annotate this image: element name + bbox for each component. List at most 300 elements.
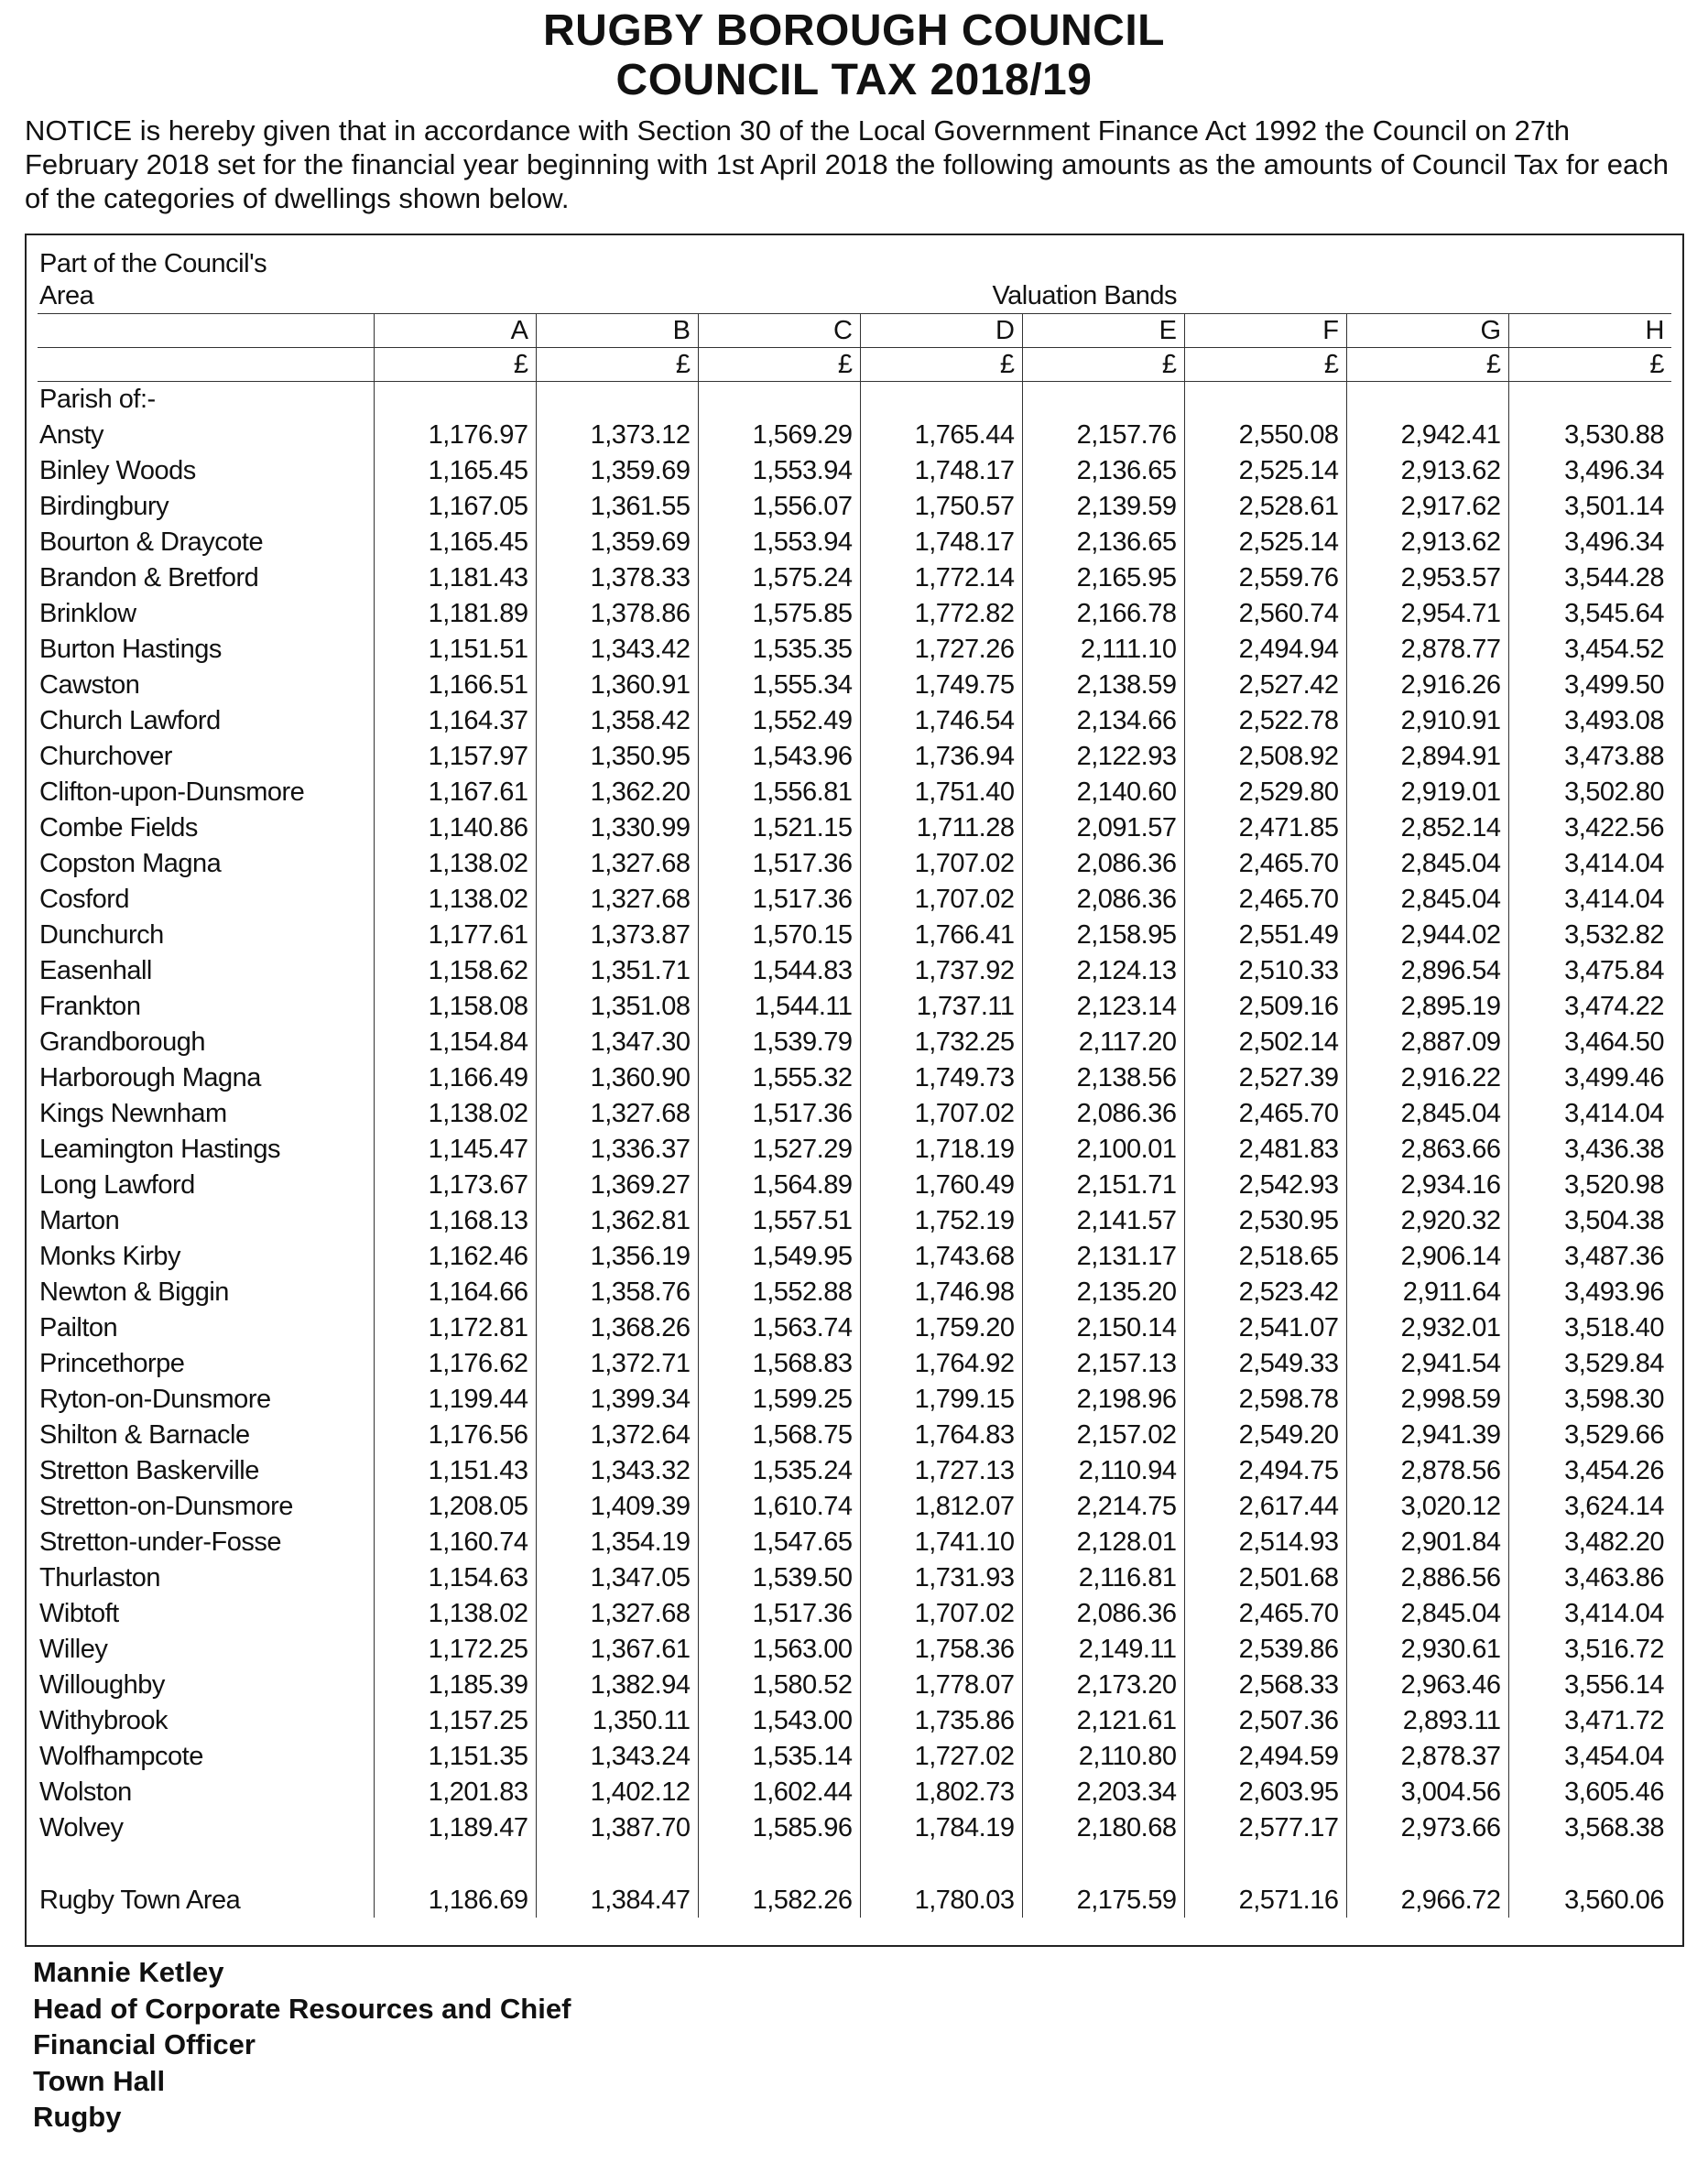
band-value-d: 1,758.36 xyxy=(860,1632,1022,1668)
table-row xyxy=(38,1310,1671,1346)
band-value-d: 1,802.73 xyxy=(860,1775,1022,1810)
band-value-a: 1,165.45 xyxy=(374,453,536,489)
band-value-b: 1,368.26 xyxy=(536,1310,698,1346)
band-value-b: 1,343.42 xyxy=(536,632,698,668)
band-value-b: 1,354.19 xyxy=(536,1525,698,1560)
band-value-h: 3,454.04 xyxy=(1508,1739,1671,1775)
band-value-g: 2,932.01 xyxy=(1346,1310,1508,1346)
band-value-g: 3,020.12 xyxy=(1346,1489,1508,1525)
parish-name: Frankton xyxy=(39,992,141,1021)
band-value-f: 2,508.92 xyxy=(1184,739,1346,775)
currency-symbol: £ xyxy=(374,348,536,382)
parish-name: Willey xyxy=(39,1635,108,1664)
band-value-h: 3,454.52 xyxy=(1508,632,1671,668)
band-header: D xyxy=(860,314,1022,348)
band-value-d: 1,737.92 xyxy=(860,953,1022,989)
parish-name: Clifton-upon-Dunsmore xyxy=(39,777,305,807)
band-value-e: 2,149.11 xyxy=(1022,1632,1184,1668)
band-value-f: 2,522.78 xyxy=(1184,703,1346,739)
parish-heading-row xyxy=(38,382,1671,418)
band-value-b: 1,336.37 xyxy=(536,1132,698,1168)
band-value-b: 1,343.24 xyxy=(536,1739,698,1775)
band-value-g: 2,845.04 xyxy=(1346,1596,1508,1632)
town-area-row xyxy=(38,1883,1671,1918)
parish-name: Willoughby xyxy=(39,1670,165,1700)
band-value-a: 1,186.69 xyxy=(374,1883,536,1918)
band-value-e: 2,086.36 xyxy=(1022,1596,1184,1632)
band-value-a: 1,145.47 xyxy=(374,1132,536,1168)
table-row xyxy=(38,1275,1671,1310)
table-row xyxy=(38,1596,1671,1632)
band-value-b: 1,350.95 xyxy=(536,739,698,775)
band-value-b: 1,343.32 xyxy=(536,1453,698,1489)
band-header: E xyxy=(1022,314,1184,348)
band-value-c: 1,517.36 xyxy=(698,1596,860,1632)
band-value-d: 1,748.17 xyxy=(860,453,1022,489)
band-value-d: 1,741.10 xyxy=(860,1525,1022,1560)
band-value-g: 2,845.04 xyxy=(1346,846,1508,882)
band-value-c: 1,555.34 xyxy=(698,668,860,703)
band-value-a: 1,185.39 xyxy=(374,1668,536,1703)
band-value-b: 1,373.12 xyxy=(536,418,698,453)
band-value-g: 2,894.91 xyxy=(1346,739,1508,775)
band-value-b: 1,409.39 xyxy=(536,1489,698,1525)
band-value-h: 3,473.88 xyxy=(1508,739,1671,775)
band-value-f: 2,530.95 xyxy=(1184,1203,1346,1239)
band-value-d: 1,799.15 xyxy=(860,1382,1022,1418)
band-value-d: 1,764.92 xyxy=(860,1346,1022,1382)
band-value-f: 2,550.08 xyxy=(1184,418,1346,453)
band-value-a: 1,208.05 xyxy=(374,1489,536,1525)
parish-name: Long Lawford xyxy=(39,1170,195,1200)
band-value-d: 1,746.54 xyxy=(860,703,1022,739)
band-value-c: 1,535.14 xyxy=(698,1739,860,1775)
parish-name: Burton Hastings xyxy=(39,635,222,664)
notice-title: COUNCIL TAX 2018/19 xyxy=(615,56,1093,104)
band-value-e: 2,157.02 xyxy=(1022,1418,1184,1453)
band-value-a: 1,165.45 xyxy=(374,525,536,560)
band-value-e: 2,122.93 xyxy=(1022,739,1184,775)
band-value-f: 2,525.14 xyxy=(1184,525,1346,560)
band-value-f: 2,501.68 xyxy=(1184,1560,1346,1596)
band-value-e: 2,117.20 xyxy=(1022,1025,1184,1060)
table-row xyxy=(38,810,1671,846)
band-value-b: 1,347.30 xyxy=(536,1025,698,1060)
band-value-f: 2,527.39 xyxy=(1184,1060,1346,1096)
band-value-h: 3,422.56 xyxy=(1508,810,1671,846)
band-value-h: 3,493.08 xyxy=(1508,703,1671,739)
band-value-d: 1,727.13 xyxy=(860,1453,1022,1489)
band-value-h: 3,499.46 xyxy=(1508,1060,1671,1096)
band-value-f: 2,617.44 xyxy=(1184,1489,1346,1525)
band-value-a: 1,177.61 xyxy=(374,918,536,953)
band-value-b: 1,361.55 xyxy=(536,489,698,525)
band-value-a: 1,157.25 xyxy=(374,1703,536,1739)
band-value-h: 3,414.04 xyxy=(1508,1596,1671,1632)
band-value-b: 1,360.90 xyxy=(536,1060,698,1096)
band-value-h: 3,560.06 xyxy=(1508,1883,1671,1918)
band-value-a: 1,158.62 xyxy=(374,953,536,989)
band-value-c: 1,569.29 xyxy=(698,418,860,453)
parish-name: Stretton-under-Fosse xyxy=(39,1527,282,1557)
band-value-a: 1,158.08 xyxy=(374,989,536,1025)
band-value-c: 1,610.74 xyxy=(698,1489,860,1525)
band-value-b: 1,358.76 xyxy=(536,1275,698,1310)
band-value-c: 1,555.32 xyxy=(698,1060,860,1096)
table-row xyxy=(38,918,1671,953)
band-value-a: 1,176.62 xyxy=(374,1346,536,1382)
band-value-e: 2,134.66 xyxy=(1022,703,1184,739)
notice-text: NOTICE is hereby given that in accordance with Section 30 of the Local Government Finance Act 1992 the Council on 27th February 2018 set for the financial year beginning with 1st April 2018 the following amounts as the amounts of Council Tax for each of the categories of dwellings shown below. xyxy=(25,114,1670,214)
band-value-c: 1,552.88 xyxy=(698,1275,860,1310)
table-row xyxy=(38,668,1671,703)
currency-symbol: £ xyxy=(536,348,698,382)
band-value-f: 2,598.78 xyxy=(1184,1382,1346,1418)
band-value-c: 1,549.95 xyxy=(698,1239,860,1275)
band-value-f: 2,510.33 xyxy=(1184,953,1346,989)
parish-name: Church Lawford xyxy=(39,706,221,735)
band-value-d: 1,746.98 xyxy=(860,1275,1022,1310)
currency-symbol: £ xyxy=(698,348,860,382)
band-value-h: 3,605.46 xyxy=(1508,1775,1671,1810)
band-value-d: 1,718.19 xyxy=(860,1132,1022,1168)
band-value-a: 1,166.49 xyxy=(374,1060,536,1096)
band-value-d: 1,765.44 xyxy=(860,418,1022,453)
band-value-c: 1,544.11 xyxy=(698,989,860,1025)
band-value-a: 1,154.63 xyxy=(374,1560,536,1596)
band-value-f: 2,551.49 xyxy=(1184,918,1346,953)
band-value-d: 1,764.83 xyxy=(860,1418,1022,1453)
table-row xyxy=(38,489,1671,525)
band-value-e: 2,214.75 xyxy=(1022,1489,1184,1525)
parish-name: Churchover xyxy=(39,742,172,771)
band-value-f: 2,502.14 xyxy=(1184,1025,1346,1060)
band-value-f: 2,509.16 xyxy=(1184,989,1346,1025)
band-value-g: 2,878.56 xyxy=(1346,1453,1508,1489)
band-value-e: 2,175.59 xyxy=(1022,1883,1184,1918)
band-value-a: 1,176.56 xyxy=(374,1418,536,1453)
band-value-h: 3,414.04 xyxy=(1508,882,1671,918)
table-row xyxy=(38,1346,1671,1382)
parish-name: Kings Newnham xyxy=(39,1099,227,1128)
table-row xyxy=(38,1775,1671,1810)
band-value-a: 1,157.97 xyxy=(374,739,536,775)
band-value-e: 2,131.17 xyxy=(1022,1239,1184,1275)
band-header: B xyxy=(536,314,698,348)
band-value-g: 2,878.77 xyxy=(1346,632,1508,668)
band-value-c: 1,535.24 xyxy=(698,1453,860,1489)
band-value-b: 1,327.68 xyxy=(536,1096,698,1132)
band-value-a: 1,154.84 xyxy=(374,1025,536,1060)
parish-name: Binley Woods xyxy=(39,456,196,485)
table-row xyxy=(38,1096,1671,1132)
currency-symbol: £ xyxy=(1346,348,1508,382)
band-value-f: 2,465.70 xyxy=(1184,1096,1346,1132)
table-row xyxy=(38,1525,1671,1560)
band-value-e: 2,123.14 xyxy=(1022,989,1184,1025)
band-value-e: 2,180.68 xyxy=(1022,1810,1184,1846)
council-tax-table xyxy=(38,245,1671,1918)
band-value-h: 3,502.80 xyxy=(1508,775,1671,810)
band-value-f: 2,529.80 xyxy=(1184,775,1346,810)
band-value-f: 2,494.59 xyxy=(1184,1739,1346,1775)
band-value-a: 1,138.02 xyxy=(374,882,536,918)
band-value-e: 2,136.65 xyxy=(1022,525,1184,560)
band-header: C xyxy=(698,314,860,348)
band-value-f: 2,528.61 xyxy=(1184,489,1346,525)
band-value-d: 1,749.75 xyxy=(860,668,1022,703)
table-row xyxy=(38,1560,1671,1596)
separator-row xyxy=(38,1846,1671,1883)
band-value-e: 2,128.01 xyxy=(1022,1525,1184,1560)
area-header-line1: Part of the Council's xyxy=(39,249,267,278)
signatory-title-line1: Head of Corporate Resources and Chief xyxy=(33,1992,571,2025)
band-value-b: 1,327.68 xyxy=(536,1596,698,1632)
band-value-c: 1,517.36 xyxy=(698,846,860,882)
parish-name: Ansty xyxy=(39,420,104,450)
parish-name: Wibtoft xyxy=(39,1599,119,1628)
band-value-f: 2,549.20 xyxy=(1184,1418,1346,1453)
band-value-b: 1,350.11 xyxy=(536,1703,698,1739)
band-value-e: 2,138.56 xyxy=(1022,1060,1184,1096)
band-value-b: 1,384.47 xyxy=(536,1883,698,1918)
band-value-h: 3,529.66 xyxy=(1508,1418,1671,1453)
band-value-g: 2,901.84 xyxy=(1346,1525,1508,1560)
band-value-c: 1,582.26 xyxy=(698,1883,860,1918)
band-value-c: 1,539.50 xyxy=(698,1560,860,1596)
band-value-d: 1,772.14 xyxy=(860,560,1022,596)
band-value-g: 2,845.04 xyxy=(1346,882,1508,918)
parish-name: Wolfhampcote xyxy=(39,1742,203,1771)
band-value-h: 3,530.88 xyxy=(1508,418,1671,453)
band-value-d: 1,731.93 xyxy=(860,1560,1022,1596)
band-value-e: 2,100.01 xyxy=(1022,1132,1184,1168)
band-value-d: 1,727.02 xyxy=(860,1739,1022,1775)
band-value-e: 2,086.36 xyxy=(1022,846,1184,882)
band-value-h: 3,475.84 xyxy=(1508,953,1671,989)
band-value-g: 2,852.14 xyxy=(1346,810,1508,846)
band-value-h: 3,496.34 xyxy=(1508,453,1671,489)
band-header: G xyxy=(1346,314,1508,348)
band-value-f: 2,471.85 xyxy=(1184,810,1346,846)
band-value-c: 1,544.83 xyxy=(698,953,860,989)
band-value-c: 1,552.49 xyxy=(698,703,860,739)
band-value-c: 1,564.89 xyxy=(698,1168,860,1203)
valuation-bands-header: Valuation Bands xyxy=(992,281,1177,310)
parish-name: Brandon & Bretford xyxy=(39,563,259,592)
band-value-c: 1,575.85 xyxy=(698,596,860,632)
band-value-b: 1,402.12 xyxy=(536,1775,698,1810)
band-value-g: 2,919.01 xyxy=(1346,775,1508,810)
band-value-g: 2,973.66 xyxy=(1346,1810,1508,1846)
parish-name: Wolvey xyxy=(39,1813,124,1842)
band-value-e: 2,173.20 xyxy=(1022,1668,1184,1703)
band-value-g: 2,906.14 xyxy=(1346,1239,1508,1275)
band-value-g: 2,920.32 xyxy=(1346,1203,1508,1239)
table-row xyxy=(38,1025,1671,1060)
band-value-g: 2,934.16 xyxy=(1346,1168,1508,1203)
band-value-c: 1,570.15 xyxy=(698,918,860,953)
band-value-a: 1,201.83 xyxy=(374,1775,536,1810)
band-value-a: 1,164.37 xyxy=(374,703,536,739)
band-value-d: 1,760.49 xyxy=(860,1168,1022,1203)
band-value-g: 2,998.59 xyxy=(1346,1382,1508,1418)
band-value-d: 1,707.02 xyxy=(860,882,1022,918)
band-value-f: 2,541.07 xyxy=(1184,1310,1346,1346)
band-value-g: 2,887.09 xyxy=(1346,1025,1508,1060)
band-value-f: 2,507.36 xyxy=(1184,1703,1346,1739)
band-value-e: 2,151.71 xyxy=(1022,1168,1184,1203)
band-value-h: 3,499.50 xyxy=(1508,668,1671,703)
band-value-g: 2,954.71 xyxy=(1346,596,1508,632)
band-value-h: 3,474.22 xyxy=(1508,989,1671,1025)
band-header: H xyxy=(1508,314,1671,348)
area-header-line2: Area xyxy=(39,281,94,310)
parish-name: Easenhall xyxy=(39,956,152,985)
band-value-b: 1,372.71 xyxy=(536,1346,698,1382)
parish-name: Monks Kirby xyxy=(39,1242,181,1271)
band-value-h: 3,504.38 xyxy=(1508,1203,1671,1239)
band-value-c: 1,517.36 xyxy=(698,1096,860,1132)
band-value-g: 2,886.56 xyxy=(1346,1560,1508,1596)
band-value-e: 2,121.61 xyxy=(1022,1703,1184,1739)
band-value-d: 1,772.82 xyxy=(860,596,1022,632)
signatory-title-line2: Financial Officer xyxy=(33,2028,256,2060)
band-value-d: 1,751.40 xyxy=(860,775,1022,810)
band-value-d: 1,707.02 xyxy=(860,1596,1022,1632)
table-row xyxy=(38,846,1671,882)
address-line2: Rugby xyxy=(33,2101,122,2133)
band-value-b: 1,387.70 xyxy=(536,1810,698,1846)
table-row xyxy=(38,525,1671,560)
band-value-e: 2,116.81 xyxy=(1022,1560,1184,1596)
band-value-h: 3,454.26 xyxy=(1508,1453,1671,1489)
band-value-a: 1,189.47 xyxy=(374,1810,536,1846)
band-value-a: 1,172.81 xyxy=(374,1310,536,1346)
table-row xyxy=(38,1668,1671,1703)
band-value-f: 2,465.70 xyxy=(1184,846,1346,882)
band-value-h: 3,518.40 xyxy=(1508,1310,1671,1346)
table-row xyxy=(38,1382,1671,1418)
band-value-g: 2,941.54 xyxy=(1346,1346,1508,1382)
band-value-h: 3,414.04 xyxy=(1508,1096,1671,1132)
table-row xyxy=(38,596,1671,632)
band-value-d: 1,784.19 xyxy=(860,1810,1022,1846)
parish-name: Rugby Town Area xyxy=(39,1886,241,1915)
currency-row xyxy=(38,348,1671,382)
band-value-a: 1,151.43 xyxy=(374,1453,536,1489)
band-value-a: 1,164.66 xyxy=(374,1275,536,1310)
band-value-g: 2,845.04 xyxy=(1346,1096,1508,1132)
parish-name: Brinklow xyxy=(39,599,136,628)
band-value-b: 1,399.34 xyxy=(536,1382,698,1418)
band-value-c: 1,556.81 xyxy=(698,775,860,810)
band-value-e: 2,150.14 xyxy=(1022,1310,1184,1346)
parish-name: Newton & Biggin xyxy=(39,1277,229,1307)
band-value-d: 1,749.73 xyxy=(860,1060,1022,1096)
band-value-b: 1,347.05 xyxy=(536,1560,698,1596)
band-value-d: 1,766.41 xyxy=(860,918,1022,953)
band-value-f: 2,465.70 xyxy=(1184,1596,1346,1632)
band-value-a: 1,162.46 xyxy=(374,1239,536,1275)
table-row xyxy=(38,953,1671,989)
band-value-g: 2,953.57 xyxy=(1346,560,1508,596)
signatory-name: Mannie Ketley xyxy=(33,1956,224,1988)
band-value-e: 2,111.10 xyxy=(1022,632,1184,668)
band-value-f: 2,514.93 xyxy=(1184,1525,1346,1560)
parish-name: Shilton & Barnacle xyxy=(39,1420,250,1450)
band-value-d: 1,707.02 xyxy=(860,846,1022,882)
band-value-e: 2,135.20 xyxy=(1022,1275,1184,1310)
table-row xyxy=(38,1632,1671,1668)
parish-name: Stretton-on-Dunsmore xyxy=(39,1492,293,1521)
band-value-c: 1,602.44 xyxy=(698,1775,860,1810)
band-value-c: 1,568.83 xyxy=(698,1346,860,1382)
parish-heading: Parish of:- xyxy=(39,385,156,414)
band-value-h: 3,436.38 xyxy=(1508,1132,1671,1168)
band-value-a: 1,138.02 xyxy=(374,1596,536,1632)
band-value-h: 3,556.14 xyxy=(1508,1668,1671,1703)
band-value-c: 1,543.00 xyxy=(698,1703,860,1739)
band-value-b: 1,378.86 xyxy=(536,596,698,632)
band-value-d: 1,759.20 xyxy=(860,1310,1022,1346)
table-body xyxy=(38,382,1671,1918)
band-value-g: 2,942.41 xyxy=(1346,418,1508,453)
band-value-b: 1,327.68 xyxy=(536,846,698,882)
band-value-e: 2,124.13 xyxy=(1022,953,1184,989)
band-value-b: 1,378.33 xyxy=(536,560,698,596)
band-value-f: 2,542.93 xyxy=(1184,1168,1346,1203)
band-value-f: 2,568.33 xyxy=(1184,1668,1346,1703)
table-row xyxy=(38,1739,1671,1775)
band-value-g: 2,896.54 xyxy=(1346,953,1508,989)
band-value-e: 2,140.60 xyxy=(1022,775,1184,810)
address-line1: Town Hall xyxy=(33,2064,166,2097)
band-value-d: 1,707.02 xyxy=(860,1096,1022,1132)
table-row xyxy=(38,1168,1671,1203)
band-value-d: 1,778.07 xyxy=(860,1668,1022,1703)
band-value-f: 2,465.70 xyxy=(1184,882,1346,918)
band-value-g: 2,910.91 xyxy=(1346,703,1508,739)
band-header: F xyxy=(1184,314,1346,348)
parish-name: Withybrook xyxy=(39,1706,169,1735)
band-value-f: 2,571.16 xyxy=(1184,1883,1346,1918)
band-value-d: 1,743.68 xyxy=(860,1239,1022,1275)
table-row xyxy=(38,1810,1671,1846)
band-value-h: 3,471.72 xyxy=(1508,1703,1671,1739)
band-value-b: 1,360.91 xyxy=(536,668,698,703)
parish-name: Ryton-on-Dunsmore xyxy=(39,1385,271,1414)
band-value-g: 2,916.26 xyxy=(1346,668,1508,703)
band-value-d: 1,752.19 xyxy=(860,1203,1022,1239)
band-value-g: 2,930.61 xyxy=(1346,1632,1508,1668)
band-value-f: 2,549.33 xyxy=(1184,1346,1346,1382)
band-value-b: 1,351.71 xyxy=(536,953,698,989)
band-value-d: 1,812.07 xyxy=(860,1489,1022,1525)
band-value-g: 2,878.37 xyxy=(1346,1739,1508,1775)
band-value-b: 1,362.20 xyxy=(536,775,698,810)
band-value-b: 1,327.68 xyxy=(536,882,698,918)
band-value-a: 1,173.67 xyxy=(374,1168,536,1203)
parish-name: Combe Fields xyxy=(39,813,198,842)
band-value-a: 1,167.61 xyxy=(374,775,536,810)
currency-symbol: £ xyxy=(860,348,1022,382)
band-value-a: 1,167.05 xyxy=(374,489,536,525)
band-value-d: 1,711.28 xyxy=(860,810,1022,846)
band-value-c: 1,543.96 xyxy=(698,739,860,775)
band-value-h: 3,544.28 xyxy=(1508,560,1671,596)
band-value-g: 2,911.64 xyxy=(1346,1275,1508,1310)
